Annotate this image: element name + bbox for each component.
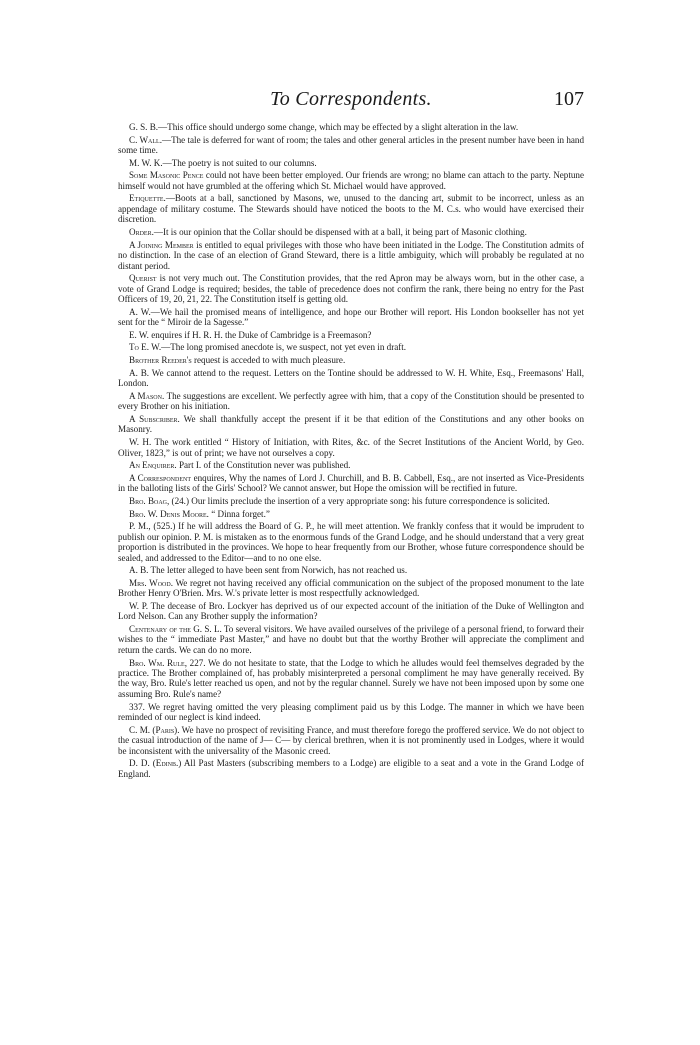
- entry-text: is entitled to equal privileges with those who have been initiated in the Lodge. The Constitution admits of no distinction. In the case of an election of Grand Steward, there is a little ambiguity, which will probably be regulated at no distant period.: [118, 239, 585, 271]
- correspondence-entry: [118, 158, 584, 168]
- correspondence-entry: [118, 460, 584, 470]
- correspondence-entry: [118, 509, 584, 519]
- entry-text: enquires if H. R. H. the Duke of Cambridge is a Freemason?: [148, 329, 372, 340]
- entry-lead: Some Masonic Pence: [129, 170, 204, 181]
- entry-lead: C. Wall.—: [129, 134, 172, 145]
- entry-lead: M. W. K.—: [129, 157, 172, 168]
- page-header: [118, 88, 584, 114]
- correspondence-entry: [118, 273, 584, 304]
- entry-lead: A. W.—: [129, 306, 160, 317]
- entry-text: We shall thankfully accept the present if it be that edition of the Constitutions and any other books on Masonry.: [118, 413, 585, 435]
- entry-text: request is acceded to with much pleasure.: [191, 355, 346, 366]
- entry-text: We have no prospect of revisiting France, and must therefore forego the proffered service. We do not object to the casual introduction of the name of J— C— by clerical brethren, when it is not prominently used in Lodges, where it would be inconsistent with the universality of the Masonic creed.: [118, 724, 584, 756]
- entry-lead: Bro. Boag, (24.): [129, 495, 189, 506]
- correspondence-entry: [118, 565, 584, 575]
- entry-text: Our limits preclude the insertion of a very appropriate song: his future correspondence is solicited.: [188, 495, 550, 506]
- correspondence-entry: [118, 414, 584, 435]
- entry-text: We regret not having received any official communication on the subject of the proposed monument to the late Brother Henry O'Brien. Mrs. W.'s private letter is most respectfully acknowledged.: [118, 577, 584, 599]
- entry-lead: A Subscriber.: [129, 413, 180, 424]
- entry-lead: Order.—: [129, 227, 163, 238]
- entry-lead: Centenary of the G. S. L.: [129, 623, 222, 634]
- entry-text: It is our opinion that the Collar should be dispensed with at a ball, it being part of Masonic clothing.: [162, 227, 527, 238]
- correspondence-entry: [118, 307, 584, 328]
- entry-lead: An Enquirer.: [129, 460, 177, 471]
- correspondence-entry: [118, 473, 584, 494]
- entry-lead: Etiquette.—: [129, 193, 175, 204]
- correspondence-entry: [118, 496, 584, 506]
- entry-text: We do not hesitate to state, that the Lodge to which he alludes would feel themselves degraded by the practice. The Brother complained of, has probably misinterpreted a personal compliment he may have generally received. By the way, Bro. Rule's letter reached us open, and not by the regular channel. Surely we have not been imposed upon by some one assuming Bro. Rule's name?: [118, 657, 584, 699]
- correspondence-entry: [118, 601, 584, 622]
- entry-lead: Brother Reeder's: [129, 355, 192, 366]
- entry-text: “ Dinna forget.”: [208, 508, 270, 519]
- correspondence-entry: [118, 342, 584, 352]
- correspondence-entry: [118, 240, 584, 271]
- correspondence-body: [118, 122, 584, 781]
- entry-text: The decease of Bro. Lockyer has deprived us of our expected account of the initiation of the Duke of Wellington and Lord Nelson. Can any Brother supply the information?: [118, 600, 584, 622]
- correspondence-entry: [118, 170, 584, 191]
- correspondence-entry: [118, 122, 584, 132]
- correspondence-entry: [118, 368, 584, 389]
- entry-lead: A Correspondent: [129, 472, 192, 483]
- entry-lead: G. S. B.—: [129, 122, 168, 132]
- correspondence-entry: [118, 658, 584, 700]
- entry-lead: D. D. (Edinb.): [129, 758, 182, 769]
- entry-text: is not very much out. The Constitution provides, that the red Apron may be always worn, but in the other case, a vote of Grand Lodge is required; besides, the table of precedence does not confirm the rank, there being no entry for the Past Officers of 19, 20, 21, 22. The Constitution itself is getting old.: [118, 273, 584, 305]
- entry-text: The suggestions are excellent. We perfectly agree with him, that a copy of the Constitution should be presented to every Brother on his initiation.: [118, 390, 584, 412]
- entry-text: We cannot attend to the request. Letters on the Tontine should be addressed to W. H. White, Esq., Freemasons' Hall, London.: [118, 367, 585, 389]
- correspondence-entry: [118, 437, 584, 458]
- correspondence-entry: [118, 391, 584, 412]
- entry-text: To several visitors. We have availed ourselves of the privilege of a personal friend, to forward their wishes to the “ immediate Past Master,” and have no doubt but that the worthy Brother will appreciate the compliment and return the cards. We can do no more.: [118, 623, 584, 655]
- entry-lead: E. W.: [129, 329, 149, 340]
- correspondence-entry: [118, 758, 584, 779]
- page-number: 107: [554, 88, 584, 110]
- entry-text: The poetry is not suited to our columns.: [171, 157, 317, 168]
- correspondence-entry: [118, 521, 584, 563]
- running-title: To Correspondents.: [270, 88, 432, 110]
- correspondence-entry: [118, 355, 584, 365]
- entry-text: The long promised anecdote is, we suspect, not yet even in draft.: [170, 342, 407, 353]
- entry-lead: W. P.: [129, 600, 149, 611]
- correspondence-entry: [118, 330, 584, 340]
- correspondence-entry: [118, 624, 584, 655]
- correspondence-entry: [118, 135, 584, 156]
- entry-lead: To E. W.—: [129, 342, 171, 353]
- entry-text: The tale is deferred for want of room; the tales and other general articles in the present number have been in hand some time.: [118, 134, 585, 156]
- entry-lead: A Mason.: [129, 390, 165, 401]
- entry-lead: Mrs. Wood.: [129, 577, 173, 588]
- correspondence-entry: [118, 702, 584, 723]
- entry-text: Boots at a ball, sanctioned by Masons, we, unused to the dancing art, submit to be incorrect, unless as an appendage of military costume. The Stewards should have noticed the boots to the M. C.s. who would have exercised their discretion.: [118, 193, 584, 225]
- entry-text: We regret having omitted the very pleasing compliment paid us by this Lodge. The manner in which we have been reminded of our neglect is kind indeed.: [118, 701, 584, 722]
- entry-lead: Querist: [129, 273, 157, 284]
- entry-lead: A Joining Member: [129, 239, 194, 250]
- entry-text: All Past Masters (subscribing members to a Lodge) are eligible to a seat and a vote in the Grand Lodge of England.: [118, 758, 584, 779]
- entry-lead: 337.: [129, 701, 145, 712]
- entry-lead: W. H.: [129, 437, 152, 448]
- entry-lead: Bro. Wm. Rule, 227.: [129, 657, 206, 668]
- entry-lead: C. M. (Paris).: [129, 724, 180, 735]
- entry-text: Part I. of the Constitution never was published.: [176, 460, 351, 471]
- correspondence-entry: [118, 227, 584, 237]
- correspondence-entry: [118, 193, 584, 224]
- entry-lead: A. B.: [129, 367, 150, 378]
- entry-text: The work entitled “ History of Initiation, with Rites, &c. of the Secret Institutions of the Ancient World, by Geo. Oliver, 1823,” is out of print; we have not ourselves a copy.: [118, 437, 584, 458]
- entry-text: could not have been better employed. Our friends are wrong; no blame can attach to the party. Neptune himself would not have grumbled at the offering which St. Michael would have approved.: [118, 170, 584, 191]
- entry-text: This office should undergo some change, which may be effected by a slight alteration in the law.: [167, 122, 519, 132]
- correspondence-entry: [118, 725, 584, 756]
- entry-text: enquires, Why the names of Lord J. Churchill, and B. B. Cabbell, Esq., are not inserted as Vice-Presidents in the balloting lists of the Girls' School? We cannot answer, but Hope the omission will be rectified in future.: [118, 472, 585, 494]
- entry-text: If he will address the Board of G. P., he will meet attention. We frankly confess that it would be imprudent to publish our opinion. P. M. is mistaken as to the enormous funds of the Grand Lodge, and he should understand that a very great proportion is distributed in the provinces. We hope to hear frequently from our Brother, whose future correspondence should be sealed, and addressed to the Editor—and to no one else.: [118, 521, 584, 563]
- entry-lead: Bro. W. Denis Moore.: [129, 508, 209, 519]
- correspondence-entry: [118, 578, 584, 599]
- entry-lead: A. B.: [129, 565, 149, 576]
- entry-text: The letter alleged to have been sent from Norwich, has not reached us.: [148, 565, 408, 576]
- entry-text: We hail the promised means of intelligence, and hope our Brother will report. His London bookseller has not yet sent for the “ Miroir de la Sagesse.”: [118, 306, 584, 328]
- entry-lead: P. M., (525.): [129, 521, 176, 532]
